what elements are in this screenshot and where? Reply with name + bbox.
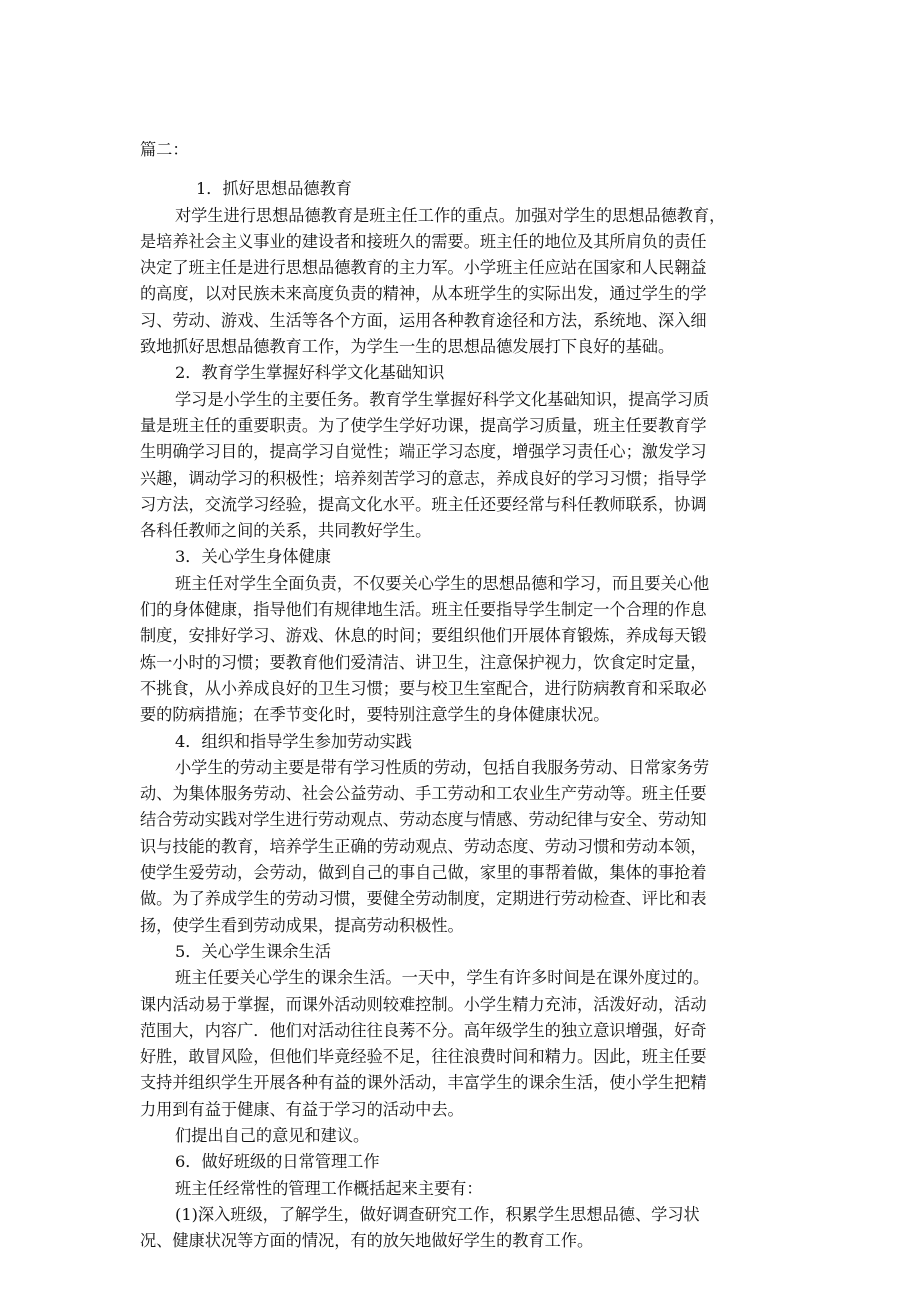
text-line: 要的防病措施；在季节变化时，要特别注意学生的身体健康状况。 <box>140 705 610 725</box>
text-line: 班主任经常性的管理工作概括起来主要有： <box>175 1178 483 1198</box>
text-line: 结合劳动实践对学生进行劳动观点、劳动态度与情感、劳动纪律与安全、劳动知 <box>140 810 707 830</box>
text-line: 4．组织和指导学生参加劳动实践 <box>175 731 412 751</box>
text-line: 1．抓好思想品德教育 <box>196 179 352 199</box>
text-line: 范围大，内容广．他们对活动往往良莠不分。高年级学生的独立意识增强，好奇 <box>140 1020 707 1040</box>
document-body <box>140 176 800 1254</box>
document-title: 篇二： <box>140 140 189 159</box>
text-line: 班主任对学生全面负责，不仅要关心学生的思想品德和学习，而且要关心他 <box>175 573 710 593</box>
text-line: 小学生的劳动主要是带有学习性质的劳动，包括自我服务劳动、日常家务劳 <box>175 757 710 777</box>
text-line: 扬，使学生看到劳动成果，提高劳动积极性。 <box>140 915 464 935</box>
text-line: 兴趣，调动学习的积极性；培养刻苦学习的意志，养成良好的学习习惯；指导学 <box>140 468 707 488</box>
text-line: 做。为了养成学生的劳动习惯，要健全劳动制度，定期进行劳动检查、评比和表 <box>140 889 707 909</box>
text-line: 习方法，交流学习经验，提高文化水平。班主任还要经常与科任教师联系，协调 <box>140 494 707 514</box>
text-line: 力用到有益于健康、有益于学习的活动中去。 <box>140 1099 464 1119</box>
text-line: 致地抓好思想品德教育工作，为学生一生的思想品德发展打下良好的基础。 <box>140 337 675 357</box>
text-line: 支持并组织学生开展各种有益的课外活动，丰富学生的课余生活，使小学生把精 <box>140 1073 707 1093</box>
text-line: 班主任要关心学生的课余生活。一天中，学生有许多时间是在课外度过的。 <box>175 968 710 988</box>
text-line: 们的身体健康，指导他们有规律地生活。班主任要指导学生制定一个合理的作息 <box>140 600 707 620</box>
text-line: 好胜，敢冒风险，但他们毕竟经验不足，往往浪费时间和精力。因此，班主任要 <box>140 1047 707 1067</box>
text-line: 生明确学习目的，提高学习自觉性；端正学习态度，增强学习责任心；激发学习 <box>140 442 707 462</box>
text-line: 是培养社会主义事业的建设者和接班久的需要。班主任的地位及其所肩负的责任 <box>140 231 707 251</box>
text-line: 制度，安排好学习、游戏、休息的时间；要组织他们开展体育锻炼，养成每天锻 <box>140 626 707 646</box>
text-line: 况、健康状况等方面的情况，有的放矢地做好学生的教育工作。 <box>140 1231 594 1251</box>
text-line: 6．做好班级的日常管理工作 <box>175 1152 380 1172</box>
text-line: (1)深入班级，了解学生，做好调查研究工作，积累学生思想品德、学习状 <box>175 1204 700 1224</box>
text-line: 各科任教师之间的关系，共同教好学生。 <box>140 521 432 541</box>
text-line: 习、劳动、游戏、生活等各个方面，运用各种教育途径和方法，系统地、深入细 <box>140 310 707 330</box>
text-line: 对学生进行思想品德教育是班主任工作的重点。加强对学生的思想品德教育， <box>175 205 726 225</box>
text-line: 动、为集体服务劳动、社会公益劳动、手工劳动和工农业生产劳动等。班主任要 <box>140 784 707 804</box>
text-line: 不挑食，从小养成良好的卫生习惯；要与校卫生室配合，进行防病教育和采取必 <box>140 678 707 698</box>
text-line: 量是班主任的重要职责。为了使学生学好功课，提高学习质量，班主任要教育学 <box>140 415 707 435</box>
text-line: 学习是小学生的主要任务。教育学生掌握好科学文化基础知识，提高学习质 <box>175 389 710 409</box>
text-line: 决定了班主任是进行思想品德教育的主力军。小学班主任应站在国家和人民翱益 <box>140 258 707 278</box>
text-line: 识与技能的教育，培养学生正确的劳动观点、劳动态度、劳动习惯和劳动本领， <box>140 836 707 856</box>
text-line: 们提出自己的意见和建议。 <box>175 1125 370 1145</box>
text-line: 炼一小时的习惯；要教育他们爱清洁、讲卫生，注意保护视力，饮食定时定量， <box>140 652 707 672</box>
text-line: 2．教育学生掌握好科学文化基础知识 <box>175 363 445 383</box>
text-line: 课内活动易于掌握，而课外活动则较难控制。小学生精力充沛，活泼好动，活动 <box>140 994 707 1014</box>
text-line: 的高度，以对民族未来高度负责的精神，从本班学生的实际出发，通过学生的学 <box>140 284 707 304</box>
document-page <box>140 137 800 1254</box>
text-line: 5．关心学生课余生活 <box>175 941 331 961</box>
text-line: 使学生爱劳动，会劳动，做到自己的事自己做，家里的事帮着做，集体的事抢着 <box>140 863 707 883</box>
text-line: 3．关心学生身体健康 <box>175 547 331 567</box>
